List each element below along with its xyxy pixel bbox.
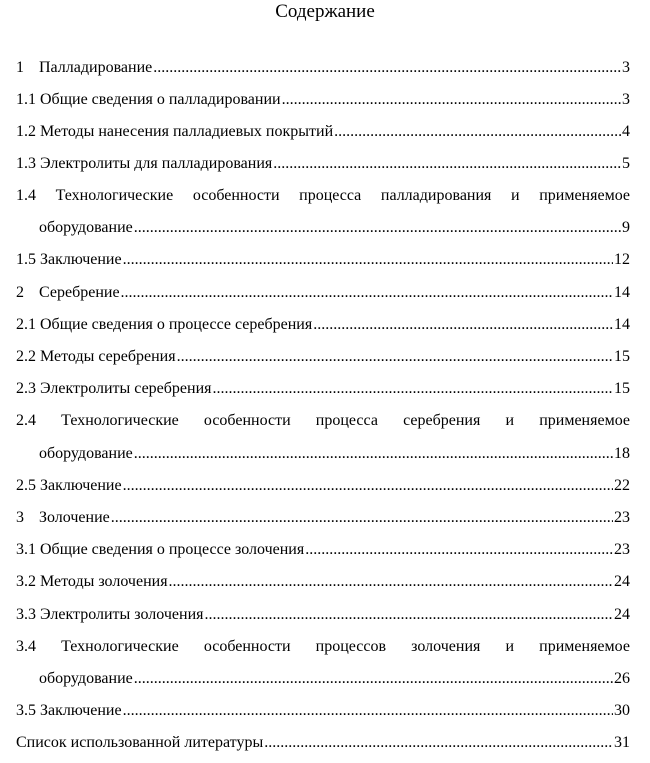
toc-entry-number: 2.2 — [16, 348, 36, 365]
toc-entry-number: 3.5 — [16, 702, 36, 719]
toc-entry-title: Палладирование — [39, 59, 153, 76]
toc-word: применяемое — [539, 638, 630, 655]
toc-entry-title: Общие сведения о процессе серебрения — [40, 316, 313, 333]
toc-entry-first-line[interactable] — [16, 410, 630, 432]
toc-entry-page: 5 — [622, 155, 630, 172]
toc-entry-number: 2.4 — [16, 412, 36, 429]
toc-entry-page: 4 — [622, 123, 630, 140]
toc-word: и — [505, 412, 515, 429]
toc-entry-page: 14 — [614, 316, 630, 333]
dot-leader — [204, 604, 613, 626]
toc-entry[interactable] — [16, 700, 630, 722]
toc-word: процесса — [315, 412, 378, 429]
toc-entry-title: Общие сведения о процессе золочения — [40, 541, 305, 558]
toc-entry[interactable] — [16, 346, 630, 368]
dot-leader — [111, 507, 613, 529]
toc-word: особенности — [192, 187, 280, 204]
toc-word: Технологические — [61, 638, 179, 655]
toc-entry-number: 2.1 — [16, 316, 36, 333]
toc-entry-page: 22 — [614, 477, 630, 494]
toc-word: процессов — [315, 638, 387, 655]
dot-leader — [134, 217, 621, 239]
toc-entry-page: 23 — [614, 541, 630, 558]
toc-entry[interactable] — [16, 249, 630, 271]
toc-entry-number: 3.4 — [16, 638, 36, 655]
toc-entry-title: Методы нанесения палладиевых покрытий — [40, 123, 334, 140]
toc-entry-title: Электролиты золочения — [40, 606, 204, 623]
toc-entry-title: Заключение — [40, 477, 122, 494]
toc-word: палладирования — [380, 187, 492, 204]
toc-entry-number: 1.3 — [16, 155, 36, 172]
dot-leader — [123, 700, 613, 722]
toc-entry-page: 24 — [614, 606, 630, 623]
dot-leader — [177, 346, 613, 368]
toc-entry[interactable] — [16, 89, 630, 111]
toc-entry-title: Общие сведения о палладировании — [40, 91, 281, 108]
toc-word: и — [511, 187, 520, 204]
toc-entry-title: Электролиты серебрения — [40, 380, 212, 397]
toc-entry-page: 18 — [614, 445, 630, 462]
toc-entry[interactable] — [16, 604, 630, 626]
toc-entry-title: оборудование — [39, 445, 133, 462]
toc-entry-number: 1.4 — [16, 187, 36, 204]
toc-entry-number: 3.3 — [16, 606, 36, 623]
dot-leader — [282, 89, 621, 111]
toc-entry-number: 3.2 — [16, 573, 36, 590]
toc-entry-title: Электролиты для палладирования — [40, 155, 273, 172]
dot-leader — [264, 732, 613, 754]
toc-word: особенности — [203, 638, 291, 655]
toc-entry[interactable] — [16, 378, 630, 400]
toc-entry-page: 3 — [622, 59, 630, 76]
toc-entry[interactable] — [16, 57, 630, 79]
toc-entry-page: 24 — [614, 573, 630, 590]
dot-leader — [169, 571, 613, 593]
toc-word: и — [505, 638, 515, 655]
toc-entry[interactable] — [16, 314, 630, 336]
toc-entry[interactable] — [16, 507, 630, 529]
toc-entry-title: Золочение — [39, 509, 110, 526]
toc-entry[interactable] — [16, 539, 630, 561]
toc-entry[interactable] — [16, 571, 630, 593]
toc-entry-continuation[interactable] — [39, 668, 630, 690]
dot-leader — [134, 443, 613, 465]
dot-leader — [153, 57, 621, 79]
toc-entry-number: 1 — [16, 59, 24, 76]
toc-word: Технологические — [55, 187, 174, 204]
page-title: Содержание — [275, 1, 375, 22]
toc-entry-title: Заключение — [40, 702, 122, 719]
toc-word: применяемое — [539, 412, 630, 429]
toc-entry-page: 15 — [614, 348, 630, 365]
toc-word: особенности — [203, 412, 291, 429]
dot-leader — [313, 314, 613, 336]
toc-entry[interactable] — [16, 282, 630, 304]
toc-entry[interactable] — [16, 153, 630, 175]
dot-leader — [123, 249, 613, 271]
toc-entry-number: 2 — [16, 284, 24, 301]
toc-entry-page: 23 — [614, 509, 630, 526]
toc-entry-number: 1.1 — [16, 91, 36, 108]
toc-entry-page: 3 — [622, 91, 630, 108]
toc-entry-continuation[interactable] — [39, 443, 630, 465]
toc-entry-number: 3.1 — [16, 541, 36, 558]
toc-entry-page: 12 — [614, 251, 630, 268]
toc-entry-page: 15 — [614, 380, 630, 397]
toc-entry-first-line[interactable] — [16, 185, 630, 207]
dot-leader — [273, 153, 621, 175]
toc-word: серебрения — [403, 412, 481, 429]
dot-leader — [134, 668, 613, 690]
toc-entry-title: Методы золочения — [40, 573, 168, 590]
toc-entry-title: Заключение — [40, 251, 122, 268]
toc-entry-number: 1.2 — [16, 123, 36, 140]
toc-entry-title: оборудование — [39, 670, 133, 687]
toc-entry-title: Методы серебрения — [40, 348, 176, 365]
toc-entry-title: Список использованной литературы — [16, 734, 264, 751]
toc-word: золочения — [411, 638, 481, 655]
toc-entry-number: 3 — [16, 509, 24, 526]
dot-leader — [305, 539, 613, 561]
dot-leader — [213, 378, 614, 400]
toc-entry-title: Серебрение — [39, 284, 120, 301]
toc-entry-number: 1.5 — [16, 251, 36, 268]
toc-entry-number: 2.5 — [16, 477, 36, 494]
toc-entry-page: 9 — [622, 219, 630, 236]
toc-entry-references[interactable] — [16, 732, 630, 754]
toc-entry-number: 2.3 — [16, 380, 36, 397]
toc-entry-page: 30 — [614, 702, 630, 719]
toc-entry-page: 31 — [614, 734, 630, 751]
dot-leader — [334, 121, 621, 143]
toc-entry-page: 26 — [614, 670, 630, 687]
dot-leader — [121, 282, 613, 304]
toc-word: применяемое — [539, 187, 630, 204]
toc-word: Технологические — [61, 412, 179, 429]
dot-leader — [123, 475, 613, 497]
toc-entry[interactable] — [16, 475, 630, 497]
toc-entry-page: 14 — [614, 284, 630, 301]
toc-entry-continuation[interactable] — [39, 217, 630, 239]
toc-entry-title: оборудование — [39, 219, 133, 236]
toc-word: процесса — [299, 187, 362, 204]
toc-entry[interactable] — [16, 121, 630, 143]
toc-entry-first-line[interactable] — [16, 636, 630, 658]
